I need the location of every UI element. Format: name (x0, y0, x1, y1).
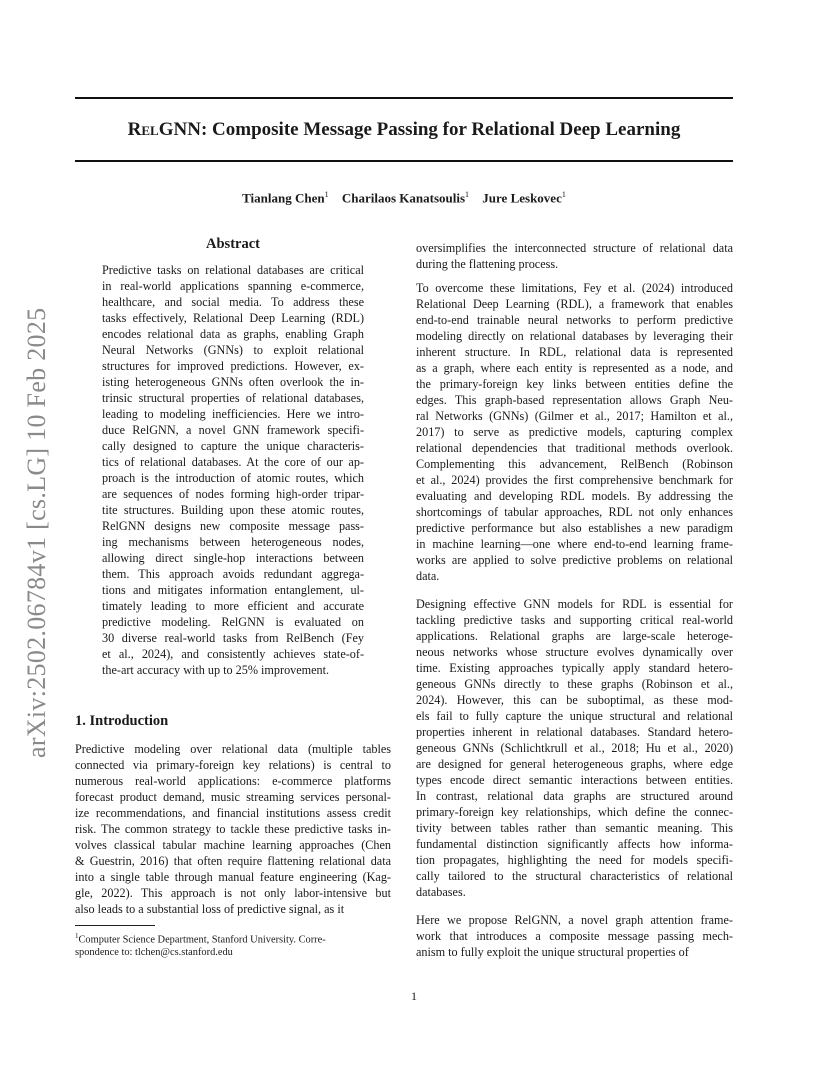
text-line: tivity between tables rather than semantic meaning. This (416, 821, 733, 835)
author-list (75, 190, 733, 206)
text-line: isting heterogeneous GNNs often overlook the in- (102, 375, 364, 389)
text-line: types encode direct semantic interactions between entities. (416, 773, 733, 787)
title-gnn: GNN (158, 119, 201, 140)
text-line: in real-world applications spanning e-commerce, (102, 279, 364, 293)
text-line: proach is the introduction of atomic routes, which (102, 471, 364, 485)
text-line: Designing effective GNN models for RDL is essential for (416, 597, 733, 611)
text-line: ize recommendations, and financial institutions assess credit (75, 806, 391, 820)
text-line: time. Existing approaches typically apply standard hetero- (416, 661, 733, 675)
text-line: 30 diverse real-world tasks from RelBench (Fey (102, 631, 364, 645)
text-line: In contrast, relational data graphs are structured around (416, 789, 733, 803)
text-line: volves classical tabular machine learning approaches (Chen (75, 838, 391, 852)
text-line: forecast product demand, music streaming services personal- (75, 790, 391, 804)
text-line: leading to modeling inefficiencies. Here we intro- (102, 407, 364, 421)
text-line: els fail to fully capture the unique structural and relational (416, 709, 733, 723)
text-line: duce RelGNN, a novel GNN framework specifi- (102, 423, 364, 437)
author-name: Tianlang Chen (242, 190, 325, 206)
abstract-heading: Abstract (206, 236, 260, 252)
text-line: relational dependencies that traditional methods overlook. (416, 441, 733, 455)
abstract-body (102, 262, 364, 678)
text-line: gle, 2022). This approach is not only labor-intensive but (75, 886, 391, 900)
text-line: To overcome these limitations, Fey et al. (2024) introduced (416, 281, 733, 295)
text-line: timately leading to more efficient and accurate (102, 599, 364, 613)
text-line: fundamental distinction significantly affects how informa- (416, 837, 733, 851)
right-paragraph (416, 240, 733, 272)
footnote-rule (75, 925, 155, 926)
affiliation-mark: 1 (465, 190, 470, 199)
page-number: 1 (411, 989, 417, 1003)
text-line: them. This approach avoids redundant aggrega- (102, 567, 364, 581)
text-line: properties inherent in relational databases. Standard hetero- (416, 725, 733, 739)
text-line: work that introduces a composite message passing mech- (416, 929, 733, 943)
text-line: the-art accuracy with up to 25% improvement. (102, 663, 330, 677)
text-line: in machine learning—one where end-to-end learning frame- (416, 537, 733, 551)
text-line: risk. The common strategy to tackle these predictive tasks in- (75, 822, 391, 836)
text-line: ing mechanisms between heterogeneous nodes, (102, 535, 364, 549)
title-rel: Rel (127, 119, 159, 140)
text-line: encodes relational data as graphs, enabling Graph (102, 327, 364, 341)
text-line: allowing direct single-hop interactions between (102, 551, 364, 565)
top-rule (75, 97, 733, 99)
footnote-line: spondence to: tlchen@cs.stanford.edu (75, 947, 233, 959)
text-line: et al., 2024) provides the first comprehensive benchmark for (416, 473, 733, 487)
text-line: predictive performance but also establishes a new paradigm (416, 521, 733, 535)
text-line: et al., 2024), and consistently achieves state-of- (102, 647, 364, 661)
text-line: shortcomings of tabular approaches, RDL not only enhances (416, 505, 733, 519)
text-line: tite structures. Building upon these atomic routes, (102, 503, 364, 517)
text-line: the primary-foreign key links between entities define the (416, 377, 733, 391)
text-line: Predictive tasks on relational databases are critical (102, 263, 364, 277)
text-line: as a graph, where each entity is represented as a node, and (416, 361, 733, 375)
text-line: evaluating and developing RDL models. By addressing the (416, 489, 733, 503)
text-line: structures for improved predictions. However, ex- (102, 359, 364, 373)
text-line: during the flattening process. (416, 257, 559, 271)
text-line: Predictive modeling over relational data (multiple tables (75, 742, 391, 756)
text-line: data. (416, 569, 440, 583)
text-line: 2024). However, this can be suboptimal, as these mod- (416, 693, 733, 707)
text-line: geneous GNNs (Schlichtkrull et al., 2018; Hu et al., 2020) (416, 741, 733, 755)
text-line: also leads to a substantial loss of predictive signal, as it (75, 902, 345, 916)
text-line: predictive modeling. RelGNN is evaluated on (102, 615, 364, 629)
text-line: primary-foreign key relationships, which define the connec- (416, 805, 733, 819)
text-line: healthcare, and social media. To address these (102, 295, 364, 309)
right-paragraph (416, 596, 733, 900)
title-rest: : Composite Message Passing for Relational Deep Learning (200, 119, 681, 140)
text-line: into a single table through manual feature engineering (Kag- (75, 870, 391, 884)
affiliation-mark: 1 (324, 190, 329, 199)
text-line: Relational Deep Learning (RDL), a framework that enables (416, 297, 733, 311)
text-line: tion propagates, highlighting the need for models specifi- (416, 853, 733, 867)
text-line: trinsic structural properties of relational databases, (102, 391, 364, 405)
text-line: databases. (416, 885, 466, 899)
text-line: oversimplifies the interconnected structure of relational data (416, 241, 733, 255)
text-line: cally tailored to the structural characteristics of relational (416, 869, 733, 883)
text-line: modeling directly on relational databases by leveraging their (416, 329, 733, 343)
arxiv-stamp: arXiv:2502.06784v1 [cs.LG] 10 Feb 2025 (22, 307, 51, 758)
text-line: RelGNN designs new composite message pass- (102, 519, 364, 533)
text-line: tics of relational databases. At the core of our ap- (102, 455, 364, 469)
footnote-line: Computer Science Department, Stanford University. Corre- (78, 934, 326, 946)
text-line: numerous real-world applications: e-commerce platforms (75, 774, 391, 788)
text-line: tions and mitigates information entanglement, ul- (102, 583, 364, 597)
text-line: tackling predictive tasks and supporting critical real-world (416, 613, 733, 627)
title-bottom-rule (75, 160, 733, 162)
author-name: Charilaos Kanatsoulis (341, 190, 466, 206)
footnote (75, 930, 391, 959)
text-line: Here we propose RelGNN, a novel graph attention frame- (416, 913, 733, 927)
text-line: are sequences of nodes forming high-order tripar- (102, 487, 364, 501)
paper-title (75, 118, 733, 142)
text-line: works are applied to solve predictive problems on relational (416, 553, 733, 567)
text-line: Neural Networks (GNNs) to exploit relational (102, 343, 364, 357)
text-line: Complementing this advancement, RelBench (Robinson (416, 457, 733, 471)
text-line: ral Networks (GNNs) (Gilmer et al., 2017; Hamilton et al., (416, 409, 733, 423)
text-line: anism to fully exploit the unique structural properties of (416, 945, 689, 959)
text-line: neous networks whose structure evolves dynamically over (416, 645, 733, 659)
right-paragraph (416, 280, 733, 584)
text-line: & Guestrin, 2016) that often require flattening relational data (75, 854, 391, 868)
text-line: geneous GNNs directly to these graphs (Robinson et al., (416, 677, 733, 691)
text-line: connected via primary-foreign key relations) is central to (75, 758, 391, 772)
introduction-paragraph (75, 741, 391, 917)
text-line: are designed for general heterogeneous graphs, where edge (416, 757, 733, 771)
affiliation-mark: 1 (561, 190, 566, 199)
text-line: end-to-end trainable neural networks to perform predictive (416, 313, 733, 327)
footnote-mark: 1 (75, 932, 79, 940)
author-name: Jure Leskovec (482, 190, 562, 206)
text-line: applications. Relational graphs are large-scale heteroge- (416, 629, 733, 643)
text-line: edges. This graph-based representation allows Graph Neu- (416, 393, 733, 407)
text-line: tasks effectively, Relational Deep Learning (RDL) (102, 311, 364, 325)
right-paragraph (416, 912, 733, 960)
section-heading-introduction: 1. Introduction (75, 713, 169, 729)
text-line: 2017) to serve as predictive models, capturing complex (416, 425, 733, 439)
text-line: cally designed to capture the unique characteris- (102, 439, 364, 453)
text-line: inherent structure. In RDL, relational data is represented (416, 345, 733, 359)
